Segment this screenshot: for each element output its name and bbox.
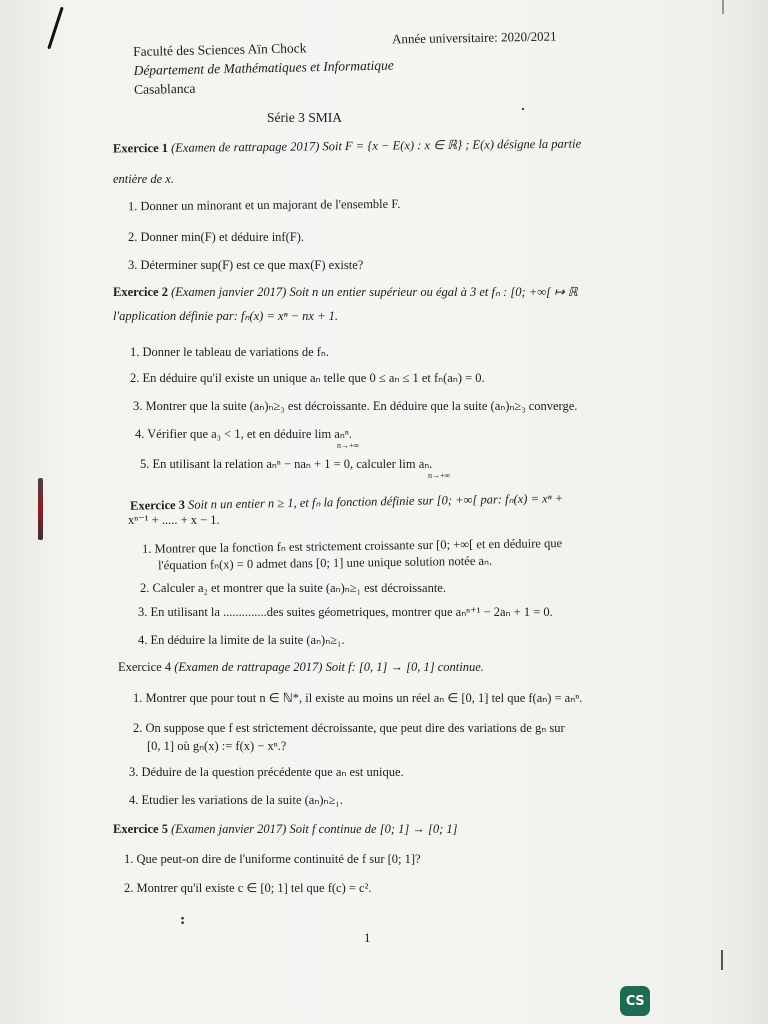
limit-subscript: n→+∞ — [428, 471, 451, 480]
exercise-1-intro: (Examen de rattrapage 2017) Soit F = {x − E(x) : x ∈ ℝ} ; E(x) désigne la partie — [171, 136, 582, 155]
list-item: 1. Montrer que pour tout n ∈ ℕ*, il existe au moins un réel aₙ ∈ [0, 1] tel que f(aₙ) = aₙⁿ. — [133, 691, 583, 705]
list-item: 3. Montrer que la suite (aₙ)ₙ≥₃ est décroissante. En déduire que la suite (aₙ)ₙ≥₃ converge. — [133, 399, 578, 413]
exercise-5-heading — [113, 822, 458, 837]
exercise-5-label: Exercice 5 — [113, 822, 168, 836]
series-title: Série 3 SMIA — [267, 110, 342, 125]
list-item: 4. En déduire la limite de la suite (aₙ)ₙ≥₁. — [138, 633, 345, 647]
list-item: 1. Que peut-on dire de l'uniforme continuité de f sur [0; 1]? — [124, 852, 421, 866]
list-item: 5. En utilisant la relation aₙⁿ − naₙ + 1 = 0, calculer lim aₙ. — [140, 457, 433, 471]
page-number: 1 — [364, 930, 371, 945]
corner-mark — [722, 0, 724, 14]
department-name: Département de Mathématiques et Informatique — [133, 57, 394, 78]
exercise-3-label: Exercice 3 — [129, 497, 186, 513]
city-name: Casablanca — [133, 80, 196, 97]
exercise-3-intro-cont: xⁿ⁻¹ + ..... + x − 1. — [128, 513, 220, 527]
exercise-2-intro-cont: l'application définie par: fₙ(x) = xⁿ − nx + 1. — [113, 309, 339, 323]
limit-subscript: n→+∞ — [337, 441, 360, 450]
exercise-1-label: Exercice 1 — [112, 140, 169, 156]
list-item: 2. On suppose que f est strictement décroissante, que peut dire des variations de gₙ sur — [133, 721, 565, 735]
list-item: 3. En utilisant la ..............des suites géometriques, montrer que aₙⁿ⁺¹ − 2aₙ + 1 = 0. — [138, 605, 553, 619]
list-item: 2. Calculer a₂ et montrer que la suite (aₙ)ₙ≥₁ est décroissante. — [140, 581, 446, 595]
exercise-2-label: Exercice 2 — [113, 285, 168, 299]
exercise-1-intro-cont: entière de x. — [113, 172, 174, 186]
exercise-3-intro: Soit n un entier n ≥ 1, et fₙ la fonction définie sur [0; +∞[ par: fₙ(x) = xⁿ + — [187, 491, 564, 512]
exercise-3-heading — [130, 490, 563, 514]
stray-colon-mark: : — [180, 912, 186, 928]
institution-header — [133, 37, 394, 99]
pen-stroke-mark — [47, 7, 63, 50]
exercise-5-intro: (Examen janvier 2017) Soit f continue de [0; 1] → [0; 1] — [171, 822, 458, 836]
list-item: 4. Etudier les variations de la suite (aₙ)ₙ≥₁. — [129, 793, 343, 807]
exercise-2-intro: (Examen janvier 2017) Soit n un entier supérieur ou égal à 3 et fₙ : [0; +∞[ ↦ ℝ — [171, 285, 578, 299]
list-item: 1. Montrer que la fonction fₙ est strictement croissante sur [0; +∞[ et en déduire que — [141, 536, 563, 556]
list-item: 3. Déterminer sup(F) est ce que max(F) existe? — [128, 258, 364, 272]
camscanner-badge: CS — [620, 986, 650, 1016]
list-item: 2. Montrer qu'il existe c ∈ [0; 1] tel que f(c) = c². — [124, 881, 372, 895]
academic-year: Année universitaire: 2020/2021 — [391, 28, 557, 47]
list-item: 2. Donner min(F) et déduire inf(F). — [128, 230, 305, 244]
list-item: 1. Donner le tableau de variations de fₙ. — [130, 345, 330, 359]
list-item-cont: [0, 1] où gₙ(x) := f(x) − xⁿ.? — [147, 739, 287, 753]
list-item: 3. Déduire de la question précédente que aₙ est unique. — [129, 765, 404, 779]
binding-edge-mark — [38, 478, 43, 540]
exercise-2-heading — [113, 284, 578, 300]
list-item: 4. Vérifier que a₃ < 1, et en déduire lim aₙⁿ. — [135, 427, 352, 441]
list-item: 1. Donner un minorant et un majorant de l'ensemble F. — [127, 196, 401, 214]
faculty-name: Faculté des Sciences Aïn Chock — [133, 40, 307, 59]
speck — [522, 108, 524, 110]
list-item-cont: l'équation fₙ(x) = 0 admet dans [0; 1] une unique solution notée aₙ. — [157, 553, 493, 573]
exercise-4-label: Exercice 4 — [118, 660, 172, 674]
exercise-4-heading — [118, 660, 484, 675]
exercise-4-intro: (Examen de rattrapage 2017) Soit f: [0, 1] → [0, 1] continue. — [174, 660, 484, 674]
list-item: 2. En déduire qu'il existe un unique aₙ telle que 0 ≤ aₙ ≤ 1 et fₙ(aₙ) = 0. — [130, 371, 485, 385]
exercise-1-heading — [113, 136, 581, 157]
corner-mark — [721, 950, 723, 970]
